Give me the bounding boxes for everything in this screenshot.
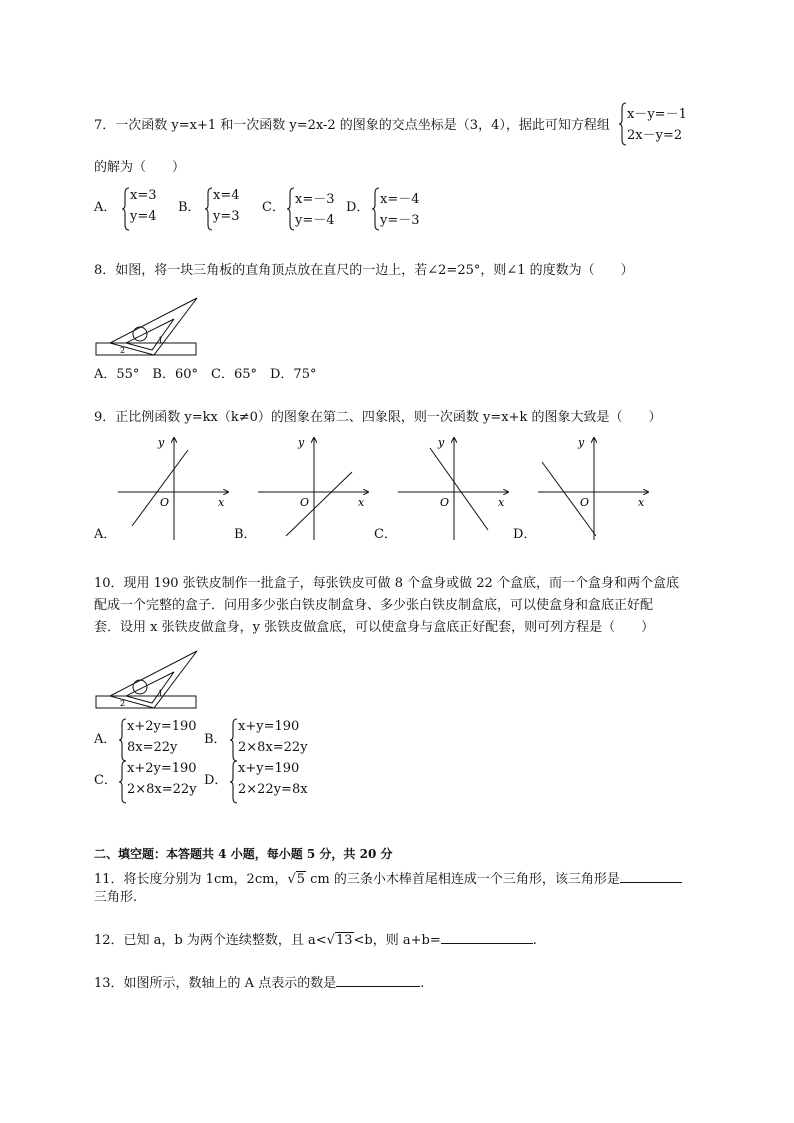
q12-line [94,930,537,949]
angle-1-label: 1 [158,689,164,698]
q7-option-c [287,187,347,231]
brace-icon [619,102,627,146]
q9-stem: 9．正比例函数 y=kx（k≠0）的图象在第二、四象限，则一次函数 y=x+k 的图象大致是（ ） [94,410,662,425]
q10-line-1: 10．现用 190 张铁皮制作一批盒子，每张铁皮可做 8 个盒身或做 22 个盒底，而一个盒身和两个盒底 [94,576,679,591]
q12-lt-1: < [315,933,327,948]
x-axis-label: x [358,496,365,509]
q7-system-eq1: x－y=－1 [627,107,687,122]
q7-option-b-label: B． [178,200,201,215]
q13-answer-blank[interactable] [336,973,420,987]
q10-option-c-eq2: 2×8x=22y [127,782,197,797]
q10-option-c [119,760,209,804]
origin-label: O [440,496,450,509]
q10-line-2: 配成一个完整的盒子．问用多少张白铁皮制盒身、多少张白铁皮制盒底，可以使盒身和盒底正好配 [94,598,654,613]
origin-label: O [300,496,310,509]
q8-stem: 8．如图，将一块三角板的直角顶点放在直尺的一边上，若∠2=25°，则∠1 的度数为（ ） [94,263,634,278]
q10-option-a [119,718,205,762]
q10-option-b [230,718,320,762]
q7-system-eq2: 2x－y=2 [627,128,683,143]
graph-line [286,472,352,536]
q10-option-d-eq2: 2×22y=8x [238,782,308,797]
q10-option-a-eq1: x+2y=190 [127,719,197,734]
q7-option-b [205,187,265,231]
q13-end: . [420,976,425,991]
q9-option-a-label: A． [94,527,117,542]
angle-2-label: 2 [120,699,126,708]
brace-icon [372,187,380,231]
brace-icon [230,760,238,804]
q7-option-c-label: C． [262,200,285,215]
y-axis-label: y [158,436,165,449]
brace-icon [287,187,295,231]
q10-option-d-eq1: x+y=190 [238,761,300,776]
q10-option-a-eq2: 8x=22y [127,740,178,755]
q10-option-c-eq1: x+2y=190 [127,761,197,776]
q7-option-a-eq2: y=4 [130,209,157,224]
q11-answer-blank[interactable] [620,869,682,883]
sqrt-icon: √ [326,933,335,948]
brace-icon [119,760,127,804]
q10-option-b-label: B． [204,732,227,747]
q9-graph-c [396,432,516,544]
brace-icon [122,187,130,231]
q11-line-2: 三角形. [94,890,138,905]
q7-option-b-eq2: y=3 [213,209,240,224]
q9-option-c-label: C． [374,527,397,542]
q13-text: 13．如图所示，数轴上的 A 点表示的数是 [94,976,337,991]
q7-option-d-label: D． [346,200,370,215]
q10-option-d [230,760,320,804]
q12-pre: 12．已知 a，b 为两个连续整数，且 a [94,933,316,948]
q7-option-d [372,187,432,231]
q10-option-c-label: C． [94,773,117,788]
q7-option-d-eq2: y=－3 [380,213,420,228]
origin-label: O [160,496,170,509]
origin-label: O [580,496,590,509]
brace-icon [119,718,127,762]
q10-option-a-label: A． [94,732,117,747]
q9-graph-b [256,432,376,544]
q10-option-b-eq1: x+y=190 [238,719,300,734]
q12-answer-blank[interactable] [441,930,533,944]
q9-option-d-label: D． [513,527,537,542]
y-axis-label: y [438,436,445,449]
q7-option-c-eq1: x=－3 [295,192,335,207]
q9-graph-d [536,432,656,544]
q7-option-a [122,187,182,231]
q7-option-b-eq1: x=4 [213,188,240,203]
q8-figure [94,294,200,358]
q11-radicand: 5 [296,872,306,887]
x-axis-label: x [638,496,645,509]
section-title: 二、填空题：本答题共 4 小题，每小题 5 分，共 20 分 [94,847,393,861]
q12-end: . [532,933,537,948]
q10-line-3: 套．设用 x 张铁皮做盒身，y 张铁皮做盒底，可以使盒身与盒底正好配套，则可列方程是（ ） [94,620,655,635]
graph-line [132,450,188,526]
q10-option-d-label: D． [204,773,228,788]
brace-icon [205,187,213,231]
q7-system [619,102,709,146]
q10-figure [94,647,200,711]
x-axis-label: x [498,496,505,509]
q7-stem: 7．一次函数 y=x+1 和一次函数 y=2x-2 的图象的交点坐标是（3，4），据此可知方程组 [94,118,610,133]
graph-line [430,448,488,530]
q12-post: b，则 a+b= [364,933,441,948]
q7-option-a-label: A． [94,200,117,215]
q7-tail: 的解为（ ） [94,160,186,175]
q10-option-b-eq2: 2×8x=22y [238,740,308,755]
angle-2-label: 2 [120,346,126,355]
q11-pre: 11．将长度分别为 1cm，2cm， [94,872,288,887]
q11-post: cm 的三条小木棒首尾相连成一个三角形，该三角形是 [306,872,620,887]
y-axis-label: y [298,436,305,449]
x-axis-label: x [218,496,225,509]
y-axis-label: y [578,436,585,449]
q13-line [94,973,424,992]
q7-option-d-eq1: x=－4 [380,192,420,207]
q11-line-1 [94,869,682,888]
q7-option-c-eq2: y=－4 [295,213,335,228]
q9-option-b-label: B． [234,527,257,542]
q7-option-a-eq1: x=3 [130,188,157,203]
sqrt-icon: √ [287,872,296,887]
q8-options: A．55° B．60° C．65° D．75° [94,367,317,382]
angle-1-label: 1 [158,336,164,345]
q12-radicand: 13 [335,933,353,948]
q12-lt-2: < [353,933,365,948]
q9-graph-a [116,432,236,544]
brace-icon [230,718,238,762]
